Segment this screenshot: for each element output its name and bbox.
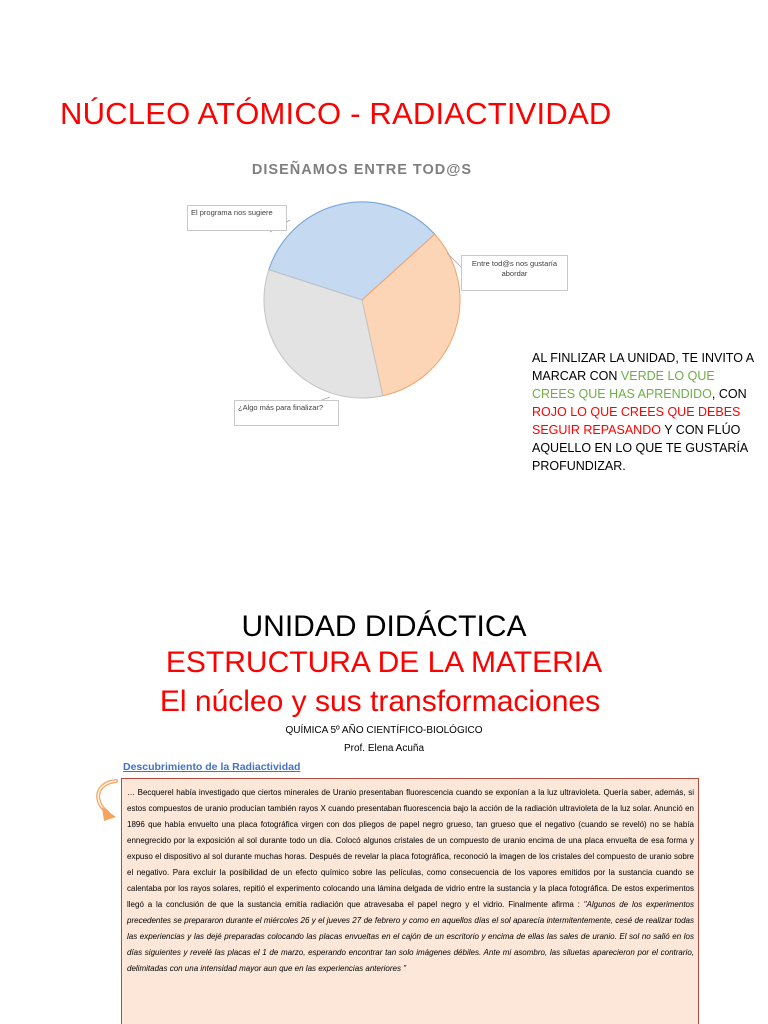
page-title: NÚCLEO ATÓMICO - RADIACTIVIDAD [60,96,612,131]
course-label: QUÍMICA 5º AÑO CIENTÍFICO-BIOLÓGICO [285,725,483,736]
label-entre-todos: Entre tod@s nos gustaría abordar [471,259,558,278]
callout-entre-todos [461,255,568,291]
discovery-quote: "Algunos de los experimentos precedentes se prepararon durante el miércoles 26 y el jueves 27 de febrero y como en aquellos días el sol aparecía intermitentemente, cesé de realizar todas las experiencias y las dejé preparadas colocando las placas envueltas en el cajón de un escritorio y encima de ellas las sales de uranio. El sol no salió en los días siguientes y revelé las placas el 1 de marzo, esperando encontrar tan solo imágenes débiles. Ante mi asombro, las siluetas aparecieron por el contrario, delimitadas con una intensidad mayor aun que en las experiencias anteriores " [127,900,694,973]
chart-title: DISEÑAMOS ENTRE TOD@S [251,162,473,178]
curved-arrow-icon [90,777,124,823]
discovery-heading-link[interactable]: Descubrimiento de la Radiactividad [123,761,301,773]
label-programa: El programa nos sugiere [191,208,273,217]
teacher-name: Prof. Elena Acuña [343,743,425,754]
instructions-part1: AL FINLIZAR LA UNIDAD, TE INVITO A MARCAR CON [532,351,754,383]
instructions-part5: Y CON FLÚO AQUELLO EN LO QUE TE GUSTARÍA PROFUNDIZAR. [532,423,748,473]
discovery-text-box [121,778,699,1024]
callout-programa [187,205,287,231]
unit-subtitle-nucleus: El núcleo y sus transformaciones [159,685,601,718]
callout-algo-mas [234,400,339,426]
instructions-red: ROJO LO QUE CREES QUE DEBES SEGUIR REPASANDO [532,405,741,437]
instructions-part3: , CON [711,387,747,401]
unit-subtitle-structure: ESTRUCTURA DE LA MATERIA [165,646,603,679]
label-algo-mas: ¿Algo más para finalizar? [238,403,324,412]
unit-title: UNIDAD DIDÁCTICA [241,610,527,643]
instructions-text [532,349,757,475]
instructions-green: VERDE LO QUE CREES QUE HAS APRENDIDO [532,369,715,401]
discovery-body: … Becquerel había investigado que ciertos minerales de Uranio presentaban fluorescencia cuando se exponían a la luz ultravioleta. Quería saber, además, si estos compuestos de uranio producían también rayos X cuando presentaban fluorescencia bajo la acción de la radiación ultravioleta de la luz solar. Anunció en 1896 que había envuelto una placa fotográfica virgen con dos pliegos de papel negro grueso, tan grueso que el negativo (cuando se reveló) no se había ennegrecido por la exposición al sol durante todo un día. Colocó algunos cristales de un compuesto de uranio encima de una placa envuelta de esa forma y expuso el dispositivo al sol durante muchas horas. Después de revelar la placa fotográfica, reconoció la imagen de los cristales del compuesto de uranio sobre el negativo. Para excluir la posibilidad de un efecto químico sobre las películas, como consecuencia de los vapores emitidos por la sustancia cuando se calentaba por los rayos solares, repitió el experimento colocando una lámina delgada de vidrio entre la sustancia y la placa fotográfica. De estos experimentos llegó a la conclusión de que la sustancia emitía radiación que atravesaba el papel negro y el vidrio. Finalmente afirma : [127,788,694,909]
